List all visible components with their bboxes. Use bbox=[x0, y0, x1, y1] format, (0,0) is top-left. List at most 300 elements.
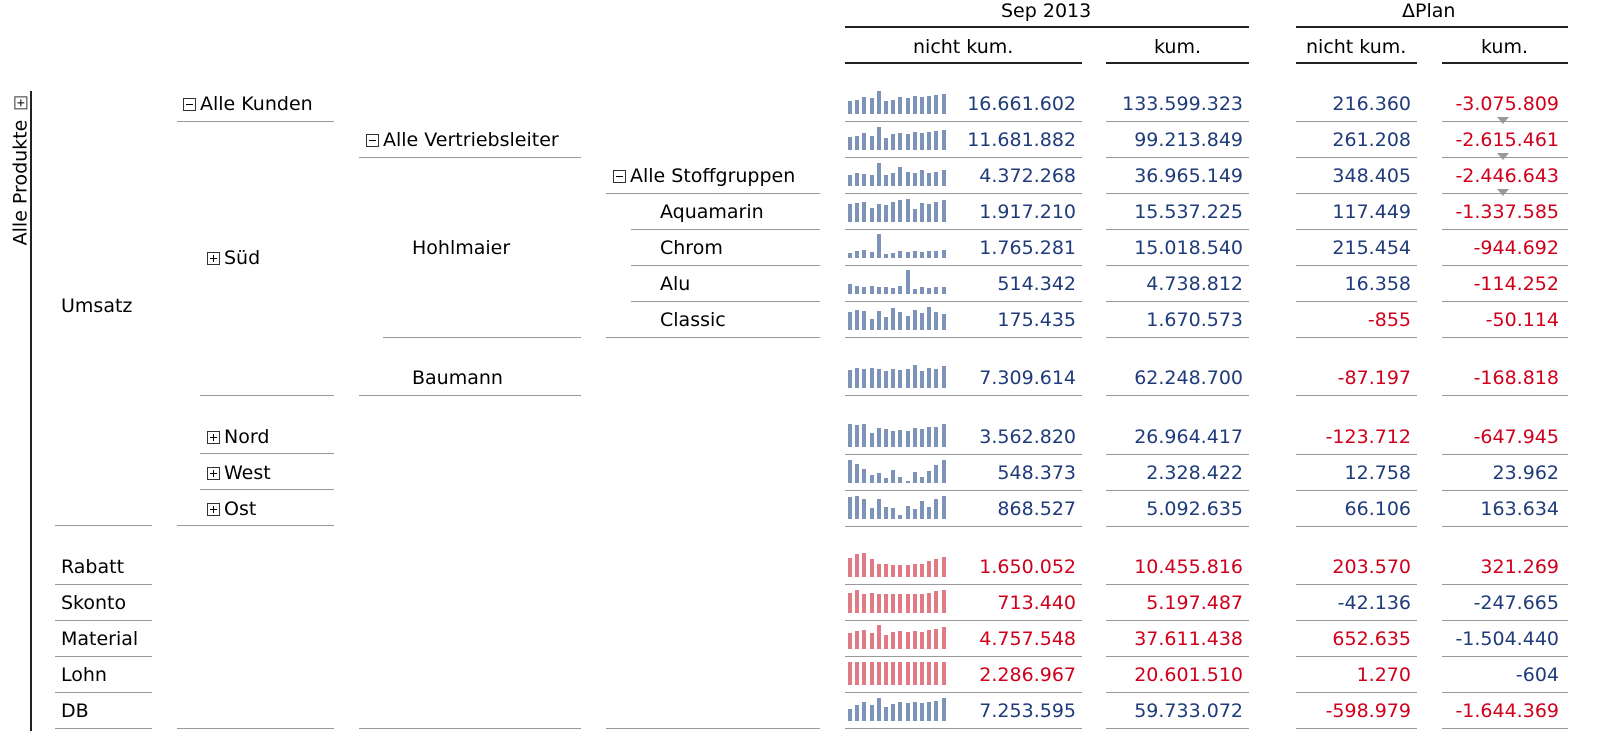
divider bbox=[1106, 692, 1249, 693]
sparkline-bar bbox=[884, 429, 888, 447]
sparkline-bar bbox=[927, 251, 931, 258]
divider bbox=[1296, 620, 1417, 621]
sparkline-bar bbox=[891, 431, 895, 447]
sparkline-bar bbox=[884, 101, 888, 114]
value-kum: 15.537.225 bbox=[1134, 201, 1243, 223]
col-header-kum: kum. bbox=[1154, 36, 1202, 58]
sparkline bbox=[848, 162, 951, 186]
divider bbox=[1296, 193, 1417, 194]
sparkline bbox=[848, 625, 951, 649]
sparkline-bar bbox=[848, 593, 852, 613]
divider bbox=[55, 620, 152, 621]
divider bbox=[1442, 395, 1568, 396]
divider bbox=[359, 728, 581, 729]
sparkline-bar bbox=[884, 564, 888, 577]
sparkline-bar bbox=[934, 465, 938, 483]
sparkline-bar bbox=[870, 593, 874, 613]
divider bbox=[383, 337, 581, 338]
divider bbox=[55, 525, 152, 526]
sparkline-bar bbox=[942, 170, 946, 186]
sparkline-bar bbox=[927, 630, 931, 649]
divider bbox=[200, 489, 334, 490]
divider bbox=[177, 525, 334, 526]
tree-sued[interactable] bbox=[207, 247, 260, 269]
sparkline-bar bbox=[891, 470, 895, 483]
sparkline-bar bbox=[927, 132, 931, 150]
sparkline-bar bbox=[906, 134, 910, 150]
divider bbox=[845, 301, 1082, 302]
sparkline-bar bbox=[855, 662, 859, 685]
delta-plan-header: ΔPlan bbox=[1402, 0, 1456, 22]
tree-alle-stoffgruppen[interactable] bbox=[613, 165, 795, 187]
sparkline-bar bbox=[934, 629, 938, 649]
value-nicht-kum: 175.435 bbox=[997, 309, 1076, 331]
delta-kum: -1.337.585 bbox=[1455, 201, 1559, 223]
sparkline bbox=[848, 459, 951, 483]
sparkline-bar bbox=[848, 101, 852, 114]
divider bbox=[845, 337, 1082, 338]
divider bbox=[845, 454, 1082, 455]
divider bbox=[631, 229, 820, 230]
sparkline-bar bbox=[891, 100, 895, 114]
sparkline-bar bbox=[848, 709, 852, 721]
delta-kum: -247.665 bbox=[1473, 592, 1559, 614]
value-nicht-kum: 4.757.548 bbox=[979, 628, 1076, 650]
divider bbox=[1106, 490, 1249, 491]
sparkline-bar bbox=[934, 427, 938, 447]
header-rule bbox=[845, 26, 1249, 28]
divider bbox=[1296, 337, 1417, 338]
sparkline-bar bbox=[920, 703, 924, 721]
sparkline-bar bbox=[877, 564, 881, 577]
delta-kum: -1.644.369 bbox=[1455, 700, 1559, 722]
alle-produkte-axis-label[interactable] bbox=[9, 97, 31, 246]
divider bbox=[1106, 584, 1249, 585]
value-kum: 37.611.438 bbox=[1134, 628, 1243, 650]
sparkline-bar bbox=[891, 704, 895, 721]
sparkline-bar bbox=[920, 252, 924, 258]
delta-kum: -2.446.643 bbox=[1455, 165, 1559, 187]
tree-material: Material bbox=[61, 628, 139, 650]
sparkline-bar bbox=[884, 662, 888, 685]
tree-label: Nord bbox=[224, 426, 270, 448]
sparkline-bar bbox=[862, 594, 866, 613]
sparkline-bar bbox=[913, 289, 917, 294]
sparkline-bar bbox=[877, 234, 881, 258]
sparkline-bar bbox=[870, 286, 874, 294]
tree-hohlmaier: Hohlmaier bbox=[412, 237, 511, 259]
sparkline-bar bbox=[848, 175, 852, 186]
delta-kum: -604 bbox=[1515, 664, 1559, 686]
divider bbox=[1106, 454, 1249, 455]
sparkline-bar bbox=[870, 508, 874, 519]
value-kum: 5.197.487 bbox=[1146, 592, 1243, 614]
sparkline-bar bbox=[884, 707, 888, 721]
delta-nicht-kum: -598.979 bbox=[1325, 700, 1411, 722]
delta-kum: 321.269 bbox=[1480, 556, 1559, 578]
tree-label: Alle Kunden bbox=[200, 93, 313, 115]
divider bbox=[1442, 526, 1568, 527]
value-kum: 10.455.816 bbox=[1134, 556, 1243, 578]
divider bbox=[200, 453, 334, 454]
col-header-nicht-kum: nicht kum. bbox=[913, 36, 1014, 58]
delta-nicht-kum: 216.360 bbox=[1332, 93, 1411, 115]
sparkline-bar bbox=[884, 635, 888, 649]
divider bbox=[1106, 728, 1249, 729]
sparkline-bar bbox=[942, 314, 946, 330]
sparkline bbox=[848, 306, 951, 330]
sparkline-bar bbox=[848, 558, 852, 577]
sparkline-bar bbox=[934, 369, 938, 388]
divider bbox=[177, 728, 334, 729]
divider bbox=[845, 692, 1082, 693]
divider bbox=[1106, 157, 1249, 158]
delta-kum: 163.634 bbox=[1480, 498, 1559, 520]
sparkline-bar bbox=[942, 287, 946, 294]
sparkline-bar bbox=[906, 506, 910, 519]
sparkline-bar bbox=[862, 499, 866, 519]
sparkline-bar bbox=[877, 127, 881, 150]
sparkline-bar bbox=[934, 499, 938, 519]
value-nicht-kum: 868.527 bbox=[997, 498, 1076, 520]
divider bbox=[1442, 229, 1568, 230]
divider bbox=[1106, 337, 1249, 338]
sparkline-bar bbox=[913, 662, 917, 685]
sparkline-bar bbox=[906, 199, 910, 222]
sparkline-bar bbox=[877, 499, 881, 519]
sparkline-bar bbox=[934, 312, 938, 330]
sparkline-bar bbox=[862, 630, 866, 649]
divider bbox=[845, 728, 1082, 729]
sparkline-bar bbox=[920, 594, 924, 613]
sparkline-bar bbox=[942, 627, 946, 649]
divider bbox=[1442, 656, 1568, 657]
sparkline-bar bbox=[927, 662, 931, 685]
delta-kum: -2.615.461 bbox=[1455, 129, 1559, 151]
sparkline-bar bbox=[934, 287, 938, 294]
expand-icon[interactable] bbox=[207, 431, 220, 444]
delta-nicht-kum: 215.454 bbox=[1332, 237, 1411, 259]
sparkline-bar bbox=[898, 286, 902, 294]
sparkline-bar bbox=[920, 133, 924, 150]
divider bbox=[1106, 656, 1249, 657]
sparkline-bar bbox=[913, 509, 917, 519]
sparkline-bar bbox=[870, 319, 874, 330]
divider bbox=[606, 728, 820, 729]
sparkline-bar bbox=[898, 97, 902, 114]
delta-kum: -114.252 bbox=[1473, 273, 1559, 295]
sparkline-bar bbox=[934, 591, 938, 613]
value-nicht-kum: 548.373 bbox=[997, 462, 1076, 484]
collapse-icon[interactable] bbox=[613, 170, 626, 183]
delta-kum: -168.818 bbox=[1473, 367, 1559, 389]
sparkline-bar bbox=[855, 286, 859, 294]
divider bbox=[1296, 692, 1417, 693]
sparkline-bar bbox=[891, 508, 895, 519]
sparkline-bar bbox=[855, 100, 859, 114]
sparkline-bar bbox=[848, 312, 852, 330]
sparkline-bar bbox=[862, 250, 866, 258]
sparkline-bar bbox=[906, 594, 910, 613]
value-kum: 59.733.072 bbox=[1134, 700, 1243, 722]
sparkline-bar bbox=[913, 173, 917, 186]
divider bbox=[1296, 526, 1417, 527]
sparkline-bar bbox=[870, 136, 874, 150]
sparkline-bar bbox=[877, 311, 881, 330]
expand-icon[interactable] bbox=[14, 97, 27, 110]
sparkline-bar bbox=[870, 662, 874, 685]
tree-label: Alle Stoffgruppen bbox=[630, 165, 796, 187]
sparkline-bar bbox=[862, 469, 866, 483]
sparkline-bar bbox=[848, 662, 852, 685]
sparkline bbox=[848, 90, 951, 114]
sparkline-bar bbox=[898, 515, 902, 519]
divider bbox=[1296, 490, 1417, 491]
divider bbox=[1296, 301, 1417, 302]
sparkline-bar bbox=[906, 662, 910, 685]
sparkline-bar bbox=[913, 472, 917, 483]
sparkline-bar bbox=[891, 288, 895, 294]
sparkline-bar bbox=[920, 564, 924, 577]
sparkline-bar bbox=[942, 250, 946, 258]
sparkline-bar bbox=[934, 95, 938, 114]
sparkline-bar bbox=[877, 287, 881, 294]
value-kum: 2.328.422 bbox=[1146, 462, 1243, 484]
sparkline bbox=[848, 423, 951, 447]
sparkline-bar bbox=[862, 311, 866, 330]
expand-icon[interactable] bbox=[207, 252, 220, 265]
sparkline-bar bbox=[855, 368, 859, 388]
header-rule bbox=[1296, 62, 1417, 64]
header-rule bbox=[1106, 62, 1249, 64]
sparkline-bar bbox=[942, 698, 946, 721]
value-nicht-kum: 7.253.595 bbox=[979, 700, 1076, 722]
sparkline-bar bbox=[906, 431, 910, 447]
sparkline-bar bbox=[862, 287, 866, 294]
value-nicht-kum: 7.309.614 bbox=[979, 367, 1076, 389]
header-rule bbox=[845, 62, 1082, 64]
divider bbox=[1442, 193, 1568, 194]
sparkline-bar bbox=[870, 633, 874, 649]
sparkline-bar bbox=[942, 94, 946, 114]
divider bbox=[1442, 301, 1568, 302]
sparkline-bar bbox=[920, 501, 924, 519]
sparkline-bar bbox=[913, 631, 917, 649]
sparkline-bar bbox=[920, 477, 924, 483]
sparkline-bar bbox=[920, 371, 924, 388]
sparkline-bar bbox=[848, 204, 852, 222]
sparkline-bar bbox=[942, 557, 946, 577]
sparkline-bar bbox=[877, 662, 881, 685]
sparkline-bar bbox=[884, 287, 888, 294]
divider bbox=[200, 395, 334, 396]
sparkline-bar bbox=[913, 96, 917, 114]
divider bbox=[1296, 395, 1417, 396]
sparkline-bar bbox=[891, 662, 895, 685]
tree-label: West bbox=[224, 462, 271, 484]
sparkline-bar bbox=[877, 369, 881, 388]
sparkline-bar bbox=[898, 565, 902, 577]
sparkline-bar bbox=[884, 175, 888, 186]
delta-nicht-kum: 261.208 bbox=[1332, 129, 1411, 151]
sparkline-bar bbox=[855, 203, 859, 222]
divider bbox=[845, 584, 1082, 585]
divider bbox=[55, 692, 152, 693]
sparkline-bar bbox=[906, 270, 910, 294]
sparkline-bar bbox=[934, 662, 938, 685]
tree-alle-kunden[interactable] bbox=[183, 93, 313, 115]
delta-kum: 23.962 bbox=[1492, 462, 1559, 484]
sparkline-bar bbox=[848, 370, 852, 388]
tree-label: Süd bbox=[224, 247, 261, 269]
tree-west[interactable] bbox=[207, 462, 271, 484]
divider bbox=[845, 620, 1082, 621]
collapse-icon[interactable] bbox=[366, 134, 379, 147]
sparkline-bar bbox=[862, 702, 866, 721]
sparkline-bar bbox=[862, 553, 866, 577]
value-nicht-kum: 2.286.967 bbox=[979, 664, 1076, 686]
delta-nicht-kum: 66.106 bbox=[1344, 498, 1411, 520]
delta-kum: -1.504.440 bbox=[1455, 628, 1559, 650]
sparkline-bar bbox=[862, 97, 866, 114]
sparkline-bar bbox=[898, 594, 902, 613]
sparkline-bar bbox=[870, 208, 874, 222]
divider bbox=[845, 193, 1082, 194]
sparkline-bar bbox=[942, 590, 946, 613]
sparkline-bar bbox=[884, 205, 888, 222]
divider bbox=[845, 157, 1082, 158]
sparkline-bar bbox=[855, 136, 859, 150]
tree-skonto: Skonto bbox=[61, 592, 127, 614]
divider bbox=[1106, 229, 1249, 230]
divider bbox=[1442, 692, 1568, 693]
tree-baumann: Baumann bbox=[412, 367, 503, 389]
sparkline-bar bbox=[942, 200, 946, 222]
sparkline-bar bbox=[942, 130, 946, 150]
col-header-delta-kum: kum. bbox=[1481, 36, 1529, 58]
delta-nicht-kum: -123.712 bbox=[1325, 426, 1411, 448]
sparkline-bar bbox=[927, 173, 931, 186]
sparkline-bar bbox=[870, 175, 874, 186]
sparkline bbox=[848, 126, 951, 150]
sparkline-bar bbox=[862, 202, 866, 222]
divider bbox=[631, 265, 820, 266]
sparkline-bar bbox=[855, 496, 859, 519]
expand-icon[interactable] bbox=[207, 503, 220, 516]
sparkline-bar bbox=[848, 284, 852, 294]
divider bbox=[1442, 121, 1568, 122]
divider bbox=[1106, 620, 1249, 621]
sparkline-bar bbox=[934, 202, 938, 222]
divider bbox=[359, 157, 581, 158]
sparkline-bar bbox=[934, 172, 938, 186]
sparkline-bar bbox=[877, 204, 881, 222]
sparkline-bar bbox=[942, 424, 946, 447]
sparkline-bar bbox=[870, 475, 874, 483]
delta-nicht-kum: -87.197 bbox=[1337, 367, 1411, 389]
sparkline-bar bbox=[906, 565, 910, 577]
sparkline-bar bbox=[855, 173, 859, 186]
sparkline-bar bbox=[884, 371, 888, 388]
expand-icon[interactable] bbox=[207, 467, 220, 480]
delta-nicht-kum: 16.358 bbox=[1344, 273, 1411, 295]
sparkline-bar bbox=[942, 496, 946, 519]
value-nicht-kum: 4.372.268 bbox=[979, 165, 1076, 187]
sparkline-bar bbox=[927, 204, 931, 222]
value-kum: 4.738.812 bbox=[1146, 273, 1243, 295]
divider bbox=[1296, 229, 1417, 230]
sparkline-bar bbox=[870, 98, 874, 114]
value-nicht-kum: 1.650.052 bbox=[979, 556, 1076, 578]
sparkline-bar bbox=[906, 481, 910, 483]
sparkline-bar bbox=[848, 137, 852, 150]
tree-nord[interactable] bbox=[207, 426, 269, 448]
sparkline bbox=[848, 495, 951, 519]
sparkline-bar bbox=[884, 507, 888, 519]
sparkline-bar bbox=[877, 91, 881, 114]
sparkline-bar bbox=[913, 365, 917, 388]
divider bbox=[1442, 584, 1568, 585]
col-header-delta-nicht-kum: nicht kum. bbox=[1306, 36, 1407, 58]
divider bbox=[845, 265, 1082, 266]
sparkline-bar bbox=[920, 170, 924, 186]
sparkline-bar bbox=[884, 317, 888, 330]
sparkline bbox=[848, 553, 951, 577]
sparkline-bar bbox=[913, 251, 917, 258]
divider bbox=[1296, 121, 1417, 122]
divider bbox=[1296, 656, 1417, 657]
sparkline-bar bbox=[891, 632, 895, 649]
sparkline-bar bbox=[891, 594, 895, 613]
divider bbox=[1106, 121, 1249, 122]
sparkline-bar bbox=[934, 251, 938, 258]
tree-ost[interactable] bbox=[207, 498, 256, 520]
tree-aquamarin: Aquamarin bbox=[660, 201, 764, 223]
value-nicht-kum: 3.562.820 bbox=[979, 426, 1076, 448]
tree-alle-vertriebsleiter[interactable] bbox=[366, 129, 559, 151]
sparkline-bar bbox=[891, 134, 895, 150]
tree-rabatt: Rabatt bbox=[61, 556, 125, 578]
sparkline bbox=[848, 589, 951, 613]
sparkline-bar bbox=[934, 559, 938, 577]
divider bbox=[845, 121, 1082, 122]
delta-nicht-kum: 652.635 bbox=[1332, 628, 1411, 650]
sparkline-bar bbox=[848, 460, 852, 483]
divider bbox=[1106, 526, 1249, 527]
collapse-icon[interactable] bbox=[183, 98, 196, 111]
sparkline-bar bbox=[855, 464, 859, 483]
divider bbox=[1296, 265, 1417, 266]
sparkline-bar bbox=[898, 370, 902, 388]
value-nicht-kum: 16.661.602 bbox=[967, 93, 1076, 115]
sparkline-bar bbox=[870, 252, 874, 258]
sparkline bbox=[848, 364, 951, 388]
sparkline-bar bbox=[884, 478, 888, 483]
delta-nicht-kum: -855 bbox=[1367, 309, 1411, 331]
divider bbox=[177, 121, 334, 122]
sparkline-bar bbox=[913, 132, 917, 150]
tree-chrom: Chrom bbox=[660, 237, 723, 259]
sparkline-bar bbox=[913, 209, 917, 222]
sparkline-bar bbox=[927, 702, 931, 721]
divider bbox=[631, 301, 820, 302]
sparkline-bar bbox=[927, 471, 931, 483]
value-kum: 36.965.149 bbox=[1134, 165, 1243, 187]
sparkline-bar bbox=[870, 433, 874, 447]
value-kum: 99.213.849 bbox=[1134, 129, 1243, 151]
sparkline-bar bbox=[855, 310, 859, 330]
sparkline-bar bbox=[920, 662, 924, 685]
